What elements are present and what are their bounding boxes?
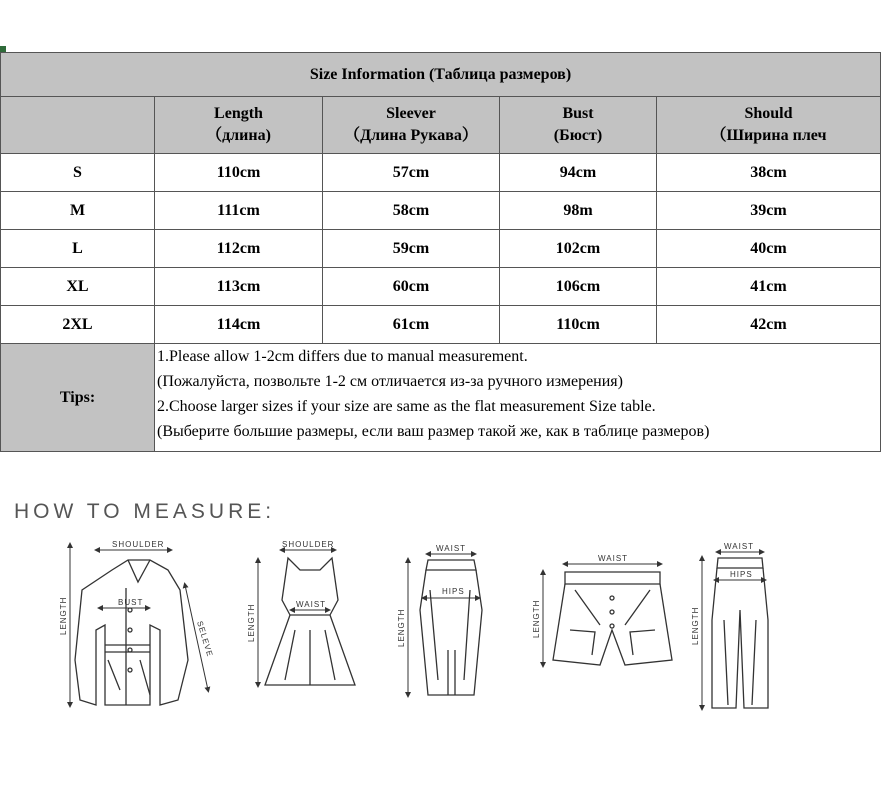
pants-hips-label: HIPS — [730, 570, 753, 579]
how-to-measure-heading: HOW TO MEASURE: — [14, 500, 276, 523]
dress-length-label: LENGTH — [247, 603, 256, 642]
header-cell-size — [1, 97, 155, 154]
bust-cell: 98m — [500, 192, 657, 230]
measure-figures — [0, 530, 800, 800]
header-label: Should — [744, 105, 793, 122]
bust-cell: 106cm — [500, 268, 657, 306]
shorts-length-label: LENGTH — [532, 599, 541, 638]
header-cell-length — [155, 97, 323, 154]
skirt-hips-label: HIPS — [442, 587, 465, 596]
header-label: Sleever — [386, 105, 436, 122]
sleeve-label: SELEVE — [195, 619, 215, 659]
bust-label: BUST — [118, 598, 144, 607]
tips-label: Tips: — [1, 344, 155, 452]
shorts-figure — [553, 572, 672, 665]
skirt-waist-label: WAIST — [436, 544, 467, 553]
sleeve-cell: 58cm — [323, 192, 500, 230]
header-cell-bust — [500, 97, 657, 154]
jacket-figure — [75, 560, 188, 705]
tip-line: (Пожалуйста, позвольте 1-2 см отличается из-за ручного измерения) — [157, 373, 623, 390]
size-cell: 2XL — [1, 306, 155, 344]
tip-line: (Выберите большие размеры, если ваш размер такой же, как в таблице размеров) — [157, 423, 710, 440]
table-row — [1, 268, 881, 306]
header-sublabel: （Ширина плеч — [710, 127, 827, 144]
pants-length-label: LENGTH — [691, 606, 700, 645]
header-sublabel: （длина) — [206, 127, 271, 144]
header-label: Length — [214, 105, 263, 122]
header-label: Bust — [562, 105, 594, 122]
dress-waist-label: WAIST — [296, 600, 327, 609]
size-cell: S — [1, 154, 155, 192]
length-cell: 112cm — [155, 230, 323, 268]
size-cell: M — [1, 192, 155, 230]
shoulder-cell: 40cm — [657, 230, 881, 268]
shorts-waist-label: WAIST — [598, 554, 629, 563]
table-row — [1, 192, 881, 230]
header-sublabel: (Бюст) — [553, 127, 603, 144]
size-table — [0, 52, 881, 452]
tips-cell — [155, 344, 881, 452]
length-cell: 113cm — [155, 268, 323, 306]
bust-cell: 102cm — [500, 230, 657, 268]
table-title: Size Information (Таблица размеров) — [1, 53, 881, 97]
shoulder-label: SHOULDER — [112, 540, 165, 549]
length-cell: 111cm — [155, 192, 323, 230]
table-row — [1, 154, 881, 192]
header-sublabel: （Длина Рукава） — [344, 127, 478, 144]
shoulder-cell: 39cm — [657, 192, 881, 230]
sleeve-cell: 59cm — [323, 230, 500, 268]
table-row — [1, 306, 881, 344]
shoulder-cell: 41cm — [657, 268, 881, 306]
dress-figure — [265, 558, 355, 685]
tip-line: 2.Choose larger sizes if your size are same as the flat measurement Size table. — [157, 398, 656, 415]
sleeve-cell: 60cm — [323, 268, 500, 306]
length-cell: 110cm — [155, 154, 323, 192]
bust-cell: 94cm — [500, 154, 657, 192]
header-cell-sleeve — [323, 97, 500, 154]
sleeve-cell: 57cm — [323, 154, 500, 192]
header-cell-shoulder — [657, 97, 881, 154]
length-cell: 114cm — [155, 306, 323, 344]
length-label: LENGTH — [59, 596, 68, 635]
table-header-row — [1, 97, 881, 154]
measure-illustrations — [0, 530, 800, 800]
size-cell: L — [1, 230, 155, 268]
shoulder-cell: 42cm — [657, 306, 881, 344]
table-row — [1, 230, 881, 268]
pants-waist-label: WAIST — [724, 542, 755, 551]
tip-line: 1.Please allow 1-2cm differs due to manual measurement. — [157, 348, 528, 365]
bust-cell: 110cm — [500, 306, 657, 344]
sleeve-cell: 61cm — [323, 306, 500, 344]
tips-row — [1, 344, 881, 452]
skirt-figure — [420, 560, 482, 695]
dress-shoulder-label: SHOULDER — [282, 540, 335, 549]
skirt-length-label: LENGTH — [397, 608, 406, 647]
shoulder-cell: 38cm — [657, 154, 881, 192]
size-cell: XL — [1, 268, 155, 306]
